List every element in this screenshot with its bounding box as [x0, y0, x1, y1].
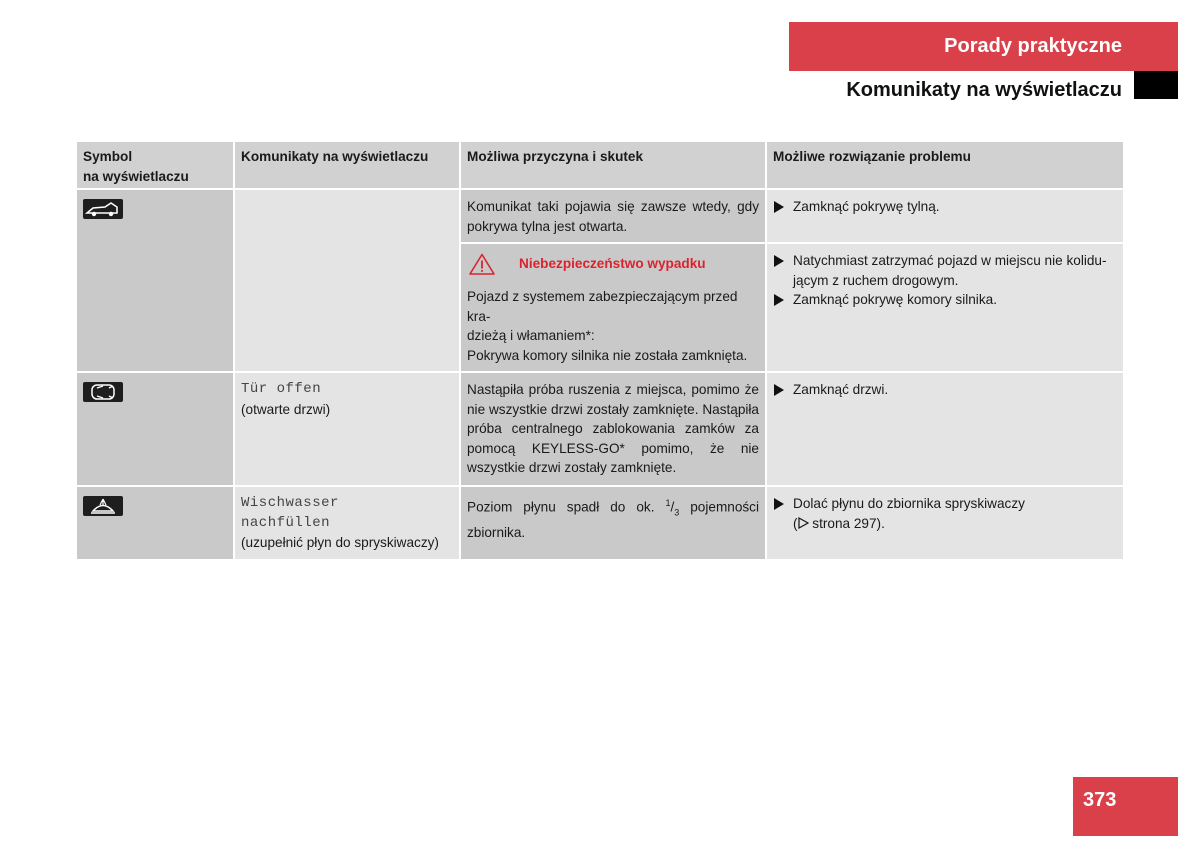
- cause-cell: Komunikat taki pojawia się zawsze wtedy, gdy pokrywa tylna jest otwarta.: [461, 188, 767, 242]
- table-row: [77, 371, 1123, 485]
- cause-cell: Poziom płynu spadł do ok. $^1/_3$ pojemności zbiornika.: [461, 485, 767, 559]
- cause-text: Pojazd z systemem zabezpieczającym przed kra- dzieżą i włamaniem*: Pokrywa komory silnika nie została zamknięta.: [467, 289, 748, 363]
- door-open-icon: [83, 382, 123, 402]
- solution-item: Natychmiast zatrzymać pojazd w miejscu nie kolidu-jącym z ruchem drogowym.: [773, 251, 1117, 290]
- table-header-row: [77, 142, 1123, 188]
- header-message: Komunikaty na wyświetlaczu: [235, 142, 461, 188]
- table-row: [77, 485, 1123, 559]
- section-tab: Porady praktyczne: [789, 22, 1178, 71]
- header-solution: Możliwe rozwiązanie problemu: [767, 142, 1123, 188]
- bullet-arrow-icon: [773, 294, 785, 306]
- display-text: Wischwasser: [241, 495, 339, 511]
- cause-cell: Nastąpiła próba ruszenia z miejsca, pomimo że nie wszystkie drzwi zostały zamknięte. Nastąpiła próba centralnego zablokowania zamków za pomocą KEYLESS-GO* pomimo, że nie wszystkie drzwi zostały zamknięte.: [461, 371, 767, 485]
- solution-item: Dolać płynu do zbiornika spryskiwaczy ( strona 297).: [773, 494, 1117, 533]
- solution-item: Zamknąć drzwi.: [773, 380, 1117, 400]
- message-cell: [235, 485, 461, 559]
- bullet-arrow-icon: [773, 255, 785, 267]
- message-cell: [235, 188, 461, 371]
- warning-triangle-icon: [469, 253, 495, 275]
- display-text: nachfüllen: [241, 514, 331, 531]
- symbol-cell: [77, 371, 235, 485]
- bullet-arrow-icon: [773, 498, 785, 510]
- display-text: Tür offen: [241, 381, 322, 397]
- washer-fluid-icon: [83, 496, 123, 516]
- message-cell: [235, 371, 461, 485]
- symbol-cell: [77, 485, 235, 559]
- trunk-open-icon: [83, 199, 123, 219]
- solution-item: Zamknąć pokrywę komory silnika.: [773, 290, 1117, 310]
- chapter-marker: [1134, 71, 1178, 99]
- header-symbol: Symbol na wyświetlaczu: [77, 142, 235, 188]
- solution-cell: [767, 242, 1123, 371]
- bullet-arrow-icon: [773, 384, 785, 396]
- page-number: 373: [1073, 777, 1178, 836]
- solution-cell: [767, 485, 1123, 559]
- display-translation: (uzupełnić płyn do spryskiwaczy): [241, 535, 439, 550]
- warning-title: Niebezpieczeństwo wypadku: [519, 256, 706, 272]
- solution-item: Zamknąć pokrywę tylną.: [773, 197, 1117, 217]
- symbol-cell: [77, 188, 235, 371]
- display-messages-table: [77, 142, 1123, 559]
- warning-heading: [469, 253, 759, 275]
- fraction-denominator: 3: [674, 507, 680, 518]
- cause-cell: [461, 242, 767, 371]
- bullet-arrow-icon: [773, 201, 785, 213]
- header-cause: Możliwa przyczyna i skutek: [461, 142, 767, 188]
- solution-cell: [767, 371, 1123, 485]
- solution-cell: [767, 188, 1123, 242]
- display-translation: (otwarte drzwi): [241, 401, 331, 417]
- table-row: [77, 188, 1123, 242]
- fraction-numerator: 1: [665, 498, 671, 508]
- page-reference[interactable]: strona 297).: [808, 515, 885, 531]
- page-reference-arrow-icon: [798, 517, 809, 529]
- page-title: Komunikaty na wyświetlaczu: [846, 79, 1122, 101]
